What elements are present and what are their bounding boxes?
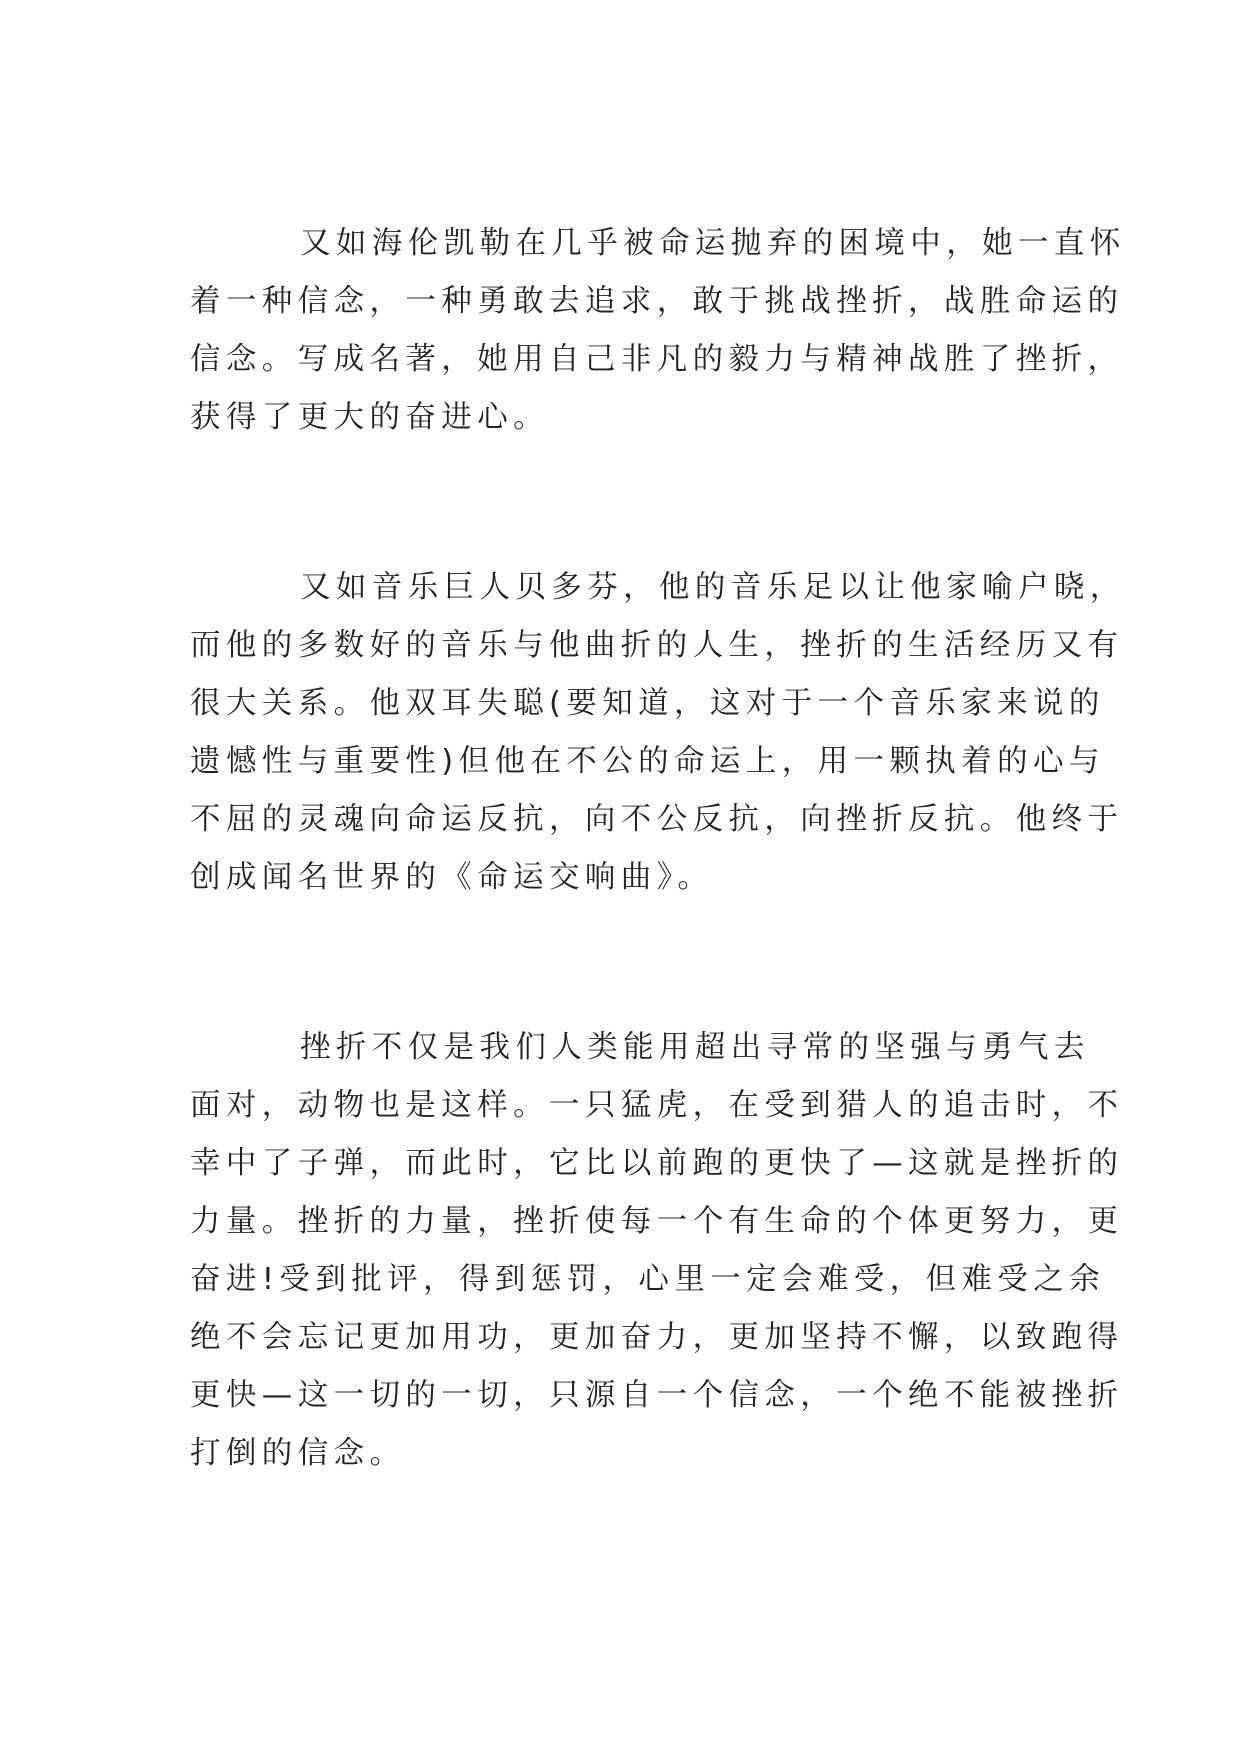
paragraph-line: 力量。挫折的力量，挫折使每一个有生命的个体更努力，更: [190, 1204, 1124, 1239]
paragraph-line: 挫折不仅是我们人类能用超出寻常的坚强与勇气去: [300, 1030, 1090, 1065]
paragraph-line: 不屈的灵魂向命运反抗，向不公反抗，向挫折反抗。他终于: [190, 802, 1124, 837]
paragraph-line: 着一种信念，一种勇敢去追求，敢于挑战挫折，战胜命运的: [190, 284, 1124, 319]
paragraph-line: 信念。写成名著，她用自己非凡的毅力与精神战胜了挫折，: [190, 342, 1124, 377]
paragraph-line: 面对，动物也是这样。一只猛虎，在受到猎人的追击时，不: [190, 1088, 1124, 1123]
paragraph-line: 遗憾性与重要性)但他在不公的命运上，用一颗执着的心与: [190, 744, 1105, 779]
paragraph-setbacks: [190, 1019, 1124, 1483]
paragraph-line: 更快—这一切的一切，只源自一个信念，一个绝不能被挫折: [190, 1378, 1124, 1413]
paragraph-line: 绝不会忘记更加用功，更加奋力，更加坚持不懈，以致跑得: [190, 1320, 1124, 1355]
paragraph-line: 很大关系。他双耳失聪(要知道，这对于一个音乐家来说的: [190, 686, 1105, 721]
paragraph-line: 又如音乐巨人贝多芬，他的音乐足以让他家喻户晓，: [300, 570, 1126, 605]
paragraph-line: 奋进!受到批评，得到惩罚，心里一定会难受，但难受之余: [190, 1262, 1106, 1297]
paragraph-line: 获得了更大的奋进心。: [190, 400, 549, 435]
paragraph-line: 而他的多数好的音乐与他曲折的人生，挫折的生活经历又有: [190, 628, 1124, 663]
paragraph-line: 幸中了子弹，而此时，它比以前跑的更快了—这就是挫折的: [190, 1146, 1124, 1181]
paragraph-beethoven: [190, 559, 1126, 907]
paragraph-line: 打倒的信念。: [190, 1436, 406, 1471]
paragraph-line: 创成闻名世界的《命运交响曲》。: [190, 860, 714, 895]
paragraph-helen-keller: [190, 215, 1126, 447]
paragraph-line: 又如海伦凯勒在几乎被命运抛弃的困境中，她一直怀: [300, 226, 1126, 261]
